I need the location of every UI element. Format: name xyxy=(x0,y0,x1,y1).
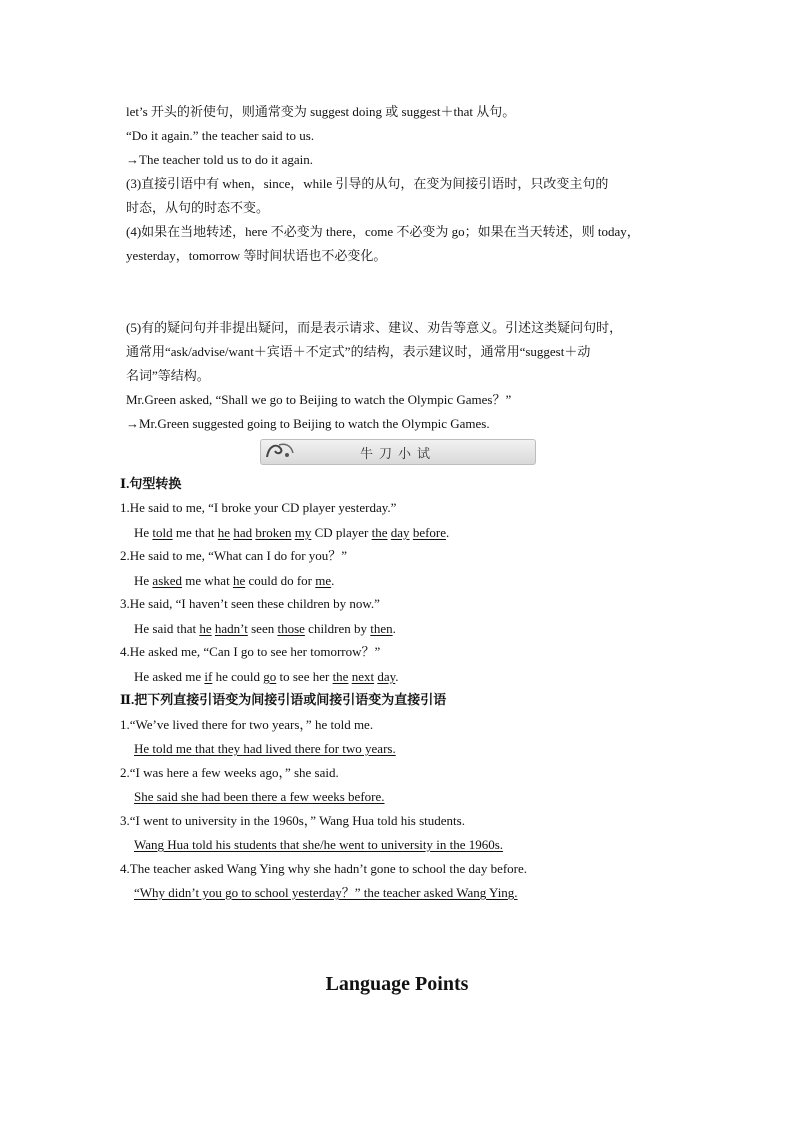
blank-answer: had xyxy=(233,525,253,540)
arrow-icon: → xyxy=(126,152,139,167)
rule-5-example-indirect xyxy=(126,416,490,432)
blank-answer: broken xyxy=(255,525,292,540)
q3-answer xyxy=(134,621,396,637)
period: . xyxy=(395,669,399,684)
blank-answer: those xyxy=(277,621,305,636)
practice-banner xyxy=(260,439,536,465)
word: He xyxy=(134,573,150,588)
blank-answer: he xyxy=(217,525,231,540)
blank-answer: go xyxy=(263,669,277,684)
word: me that xyxy=(175,525,215,540)
q2-answer xyxy=(134,573,334,589)
word: seen xyxy=(251,621,275,636)
q3-prompt: 3.He said, “I haven’t seen these children by now.” xyxy=(120,596,380,611)
blank-answer: he xyxy=(232,573,246,588)
q4-prompt: 4.He asked me, “Can I go to see her tomorrow？” xyxy=(120,644,381,659)
q1-answer xyxy=(134,525,449,541)
blank-answer: he xyxy=(199,621,212,636)
blank-answer: told xyxy=(152,525,173,540)
word: children by xyxy=(308,621,368,636)
rule-5-example-direct: Mr.Green asked, “Shall we go to Beijing to watch the Olympic Games？” xyxy=(126,392,512,407)
word: he could xyxy=(215,669,260,684)
blank-answer: me xyxy=(315,573,332,588)
word: could do for xyxy=(248,573,313,588)
rule-2-tail: let’s 开头的祈使句，则通常变为 suggest doing 或 suggest＋that 从句。 xyxy=(126,104,516,119)
rule-5-line-1: (5)有的疑问句并非提出疑问，而是表示请求、建议、劝告等意义。引述这类疑问句时， xyxy=(126,320,623,335)
rule-4-line-1: (4)如果在当地转述，here 不必变为 there，come 不必变为 go；如果在当天转述，则 today， xyxy=(126,224,640,239)
blank-answer: before xyxy=(412,525,447,540)
rule-3-line-1: (3)直接引语中有 when，since，while 引导的从句，在变为间接引语时，只改变主句的 xyxy=(126,176,609,191)
rule-4-line-2: yesterday，tomorrow 等时间状语也不必变化。 xyxy=(126,248,387,263)
arrow-icon: → xyxy=(126,416,139,431)
s2-item-3-answer: Wang Hua told his students that she/he went to university in the 1960s. xyxy=(134,837,504,852)
blank-answer: day xyxy=(390,525,410,540)
rule-2-example-direct: “Do it again.” the teacher said to us. xyxy=(126,128,315,143)
s2-item-1-prompt: 1.“We’ve lived there for two years，” he told me. xyxy=(120,717,374,732)
blank-answer: my xyxy=(294,525,312,540)
blank-answer: hadn’t xyxy=(214,621,248,636)
section-2-title: Ⅱ.把下列直接引语变为间接引语或间接引语变为直接引语 xyxy=(120,692,447,707)
s2-item-2-prompt: 2.“I was here a few weeks ago，” she said. xyxy=(120,765,339,780)
blank-answer: the xyxy=(332,669,349,684)
rule-2-example-indirect xyxy=(126,152,313,168)
s2-item-4-prompt: 4.The teacher asked Wang Ying why she hadn’t gone to school the day before. xyxy=(120,861,528,876)
section-1-title: Ⅰ.句型转换 xyxy=(120,476,182,491)
word: me what xyxy=(185,573,230,588)
blank-answer: then xyxy=(370,621,393,636)
blank-answer: if xyxy=(204,669,213,684)
word: He xyxy=(134,525,150,540)
rule-5-line-2: 通常用“ask/advise/want＋宾语＋不定式”的结构，表示建议时，通常用“suggest＋动 xyxy=(126,344,591,359)
s2-item-3-prompt: 3.“I went to university in the 1960s，” Wang Hua told his students. xyxy=(120,813,465,828)
language-points-heading: Language Points xyxy=(325,973,469,995)
word: CD player xyxy=(314,525,369,540)
example-text: Mr.Green suggested going to Beijing to watch the Olympic Games. xyxy=(139,416,490,431)
rule-5-line-3: 名词”等结构。 xyxy=(126,368,210,383)
q4-answer xyxy=(134,669,399,685)
period: . xyxy=(392,621,396,636)
q2-prompt: 2.He said to me, “What can I do for you？” xyxy=(120,548,348,563)
blank-answer: next xyxy=(351,669,375,684)
word: He asked me xyxy=(134,669,202,684)
s2-item-2-answer: She said she had been there a few weeks before. xyxy=(134,789,385,804)
period: . xyxy=(331,573,335,588)
q1-prompt: 1.He said to me, “I broke your CD player yesterday.” xyxy=(120,500,397,515)
word: to see her xyxy=(279,669,330,684)
example-text: The teacher told us to do it again. xyxy=(139,152,314,167)
period: . xyxy=(446,525,450,540)
rule-3-line-2: 时态，从句的时态不变。 xyxy=(126,200,270,215)
blank-answer: the xyxy=(371,525,388,540)
blank-answer: day xyxy=(377,669,396,684)
banner-title: 牛刀小试 xyxy=(359,447,436,462)
s2-item-1-answer: He told me that they had lived there for two years. xyxy=(134,741,396,756)
s2-item-4-answer: “Why didn’t you go to school yesterday？” the teacher asked Wang Ying. xyxy=(134,885,518,900)
blank-answer: asked xyxy=(152,573,183,588)
word: He said that xyxy=(134,621,197,636)
